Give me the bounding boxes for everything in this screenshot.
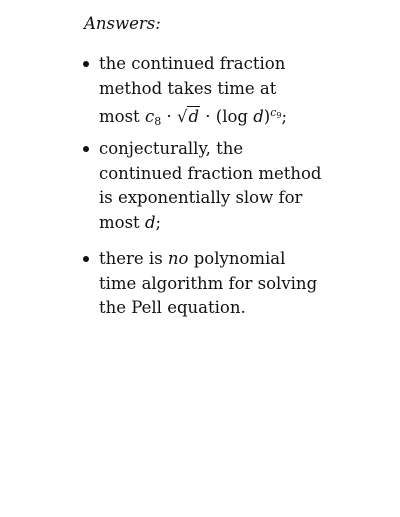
answer-item-3-text [99,247,384,321]
bullet-icon [82,137,90,162]
cdot-2: · [200,107,216,126]
answer-3-line-3: the Pell equation. [99,298,246,317]
answer-2-line-4: most d; [99,212,162,232]
emphasis-no: no [167,249,189,268]
bullet-icon [82,52,90,77]
answer-1-line-3-prefix: most [99,107,145,126]
log-expression: (log d) [215,107,271,126]
exponent-c9: c9 [270,106,282,120]
answer-1-line-2: method takes time at [99,78,277,98]
answer-1-line-1: the continued fraction [99,54,286,73]
answer-2-line-2: continued fraction method [99,163,322,183]
answer-3-line-1: there is no polynomial [99,249,286,268]
bullet-icon [82,247,90,272]
answers-heading: Answers: [84,14,161,33]
answer-3-line-2: time algorithm for solving [99,273,318,293]
cdot-1: · [161,107,177,126]
answer-1-line-3 [99,101,384,135]
semicolon: ; [281,107,288,126]
constant-c8: $c_8$ [144,107,162,128]
answer-2-line-3: is exponentially slow for [99,188,303,207]
answer-2-line-1: conjecturally, the [99,139,244,158]
answer-item-1-text [99,52,384,135]
answer-item-2-text [99,137,384,235]
sqrt-d: √d [176,107,200,126]
